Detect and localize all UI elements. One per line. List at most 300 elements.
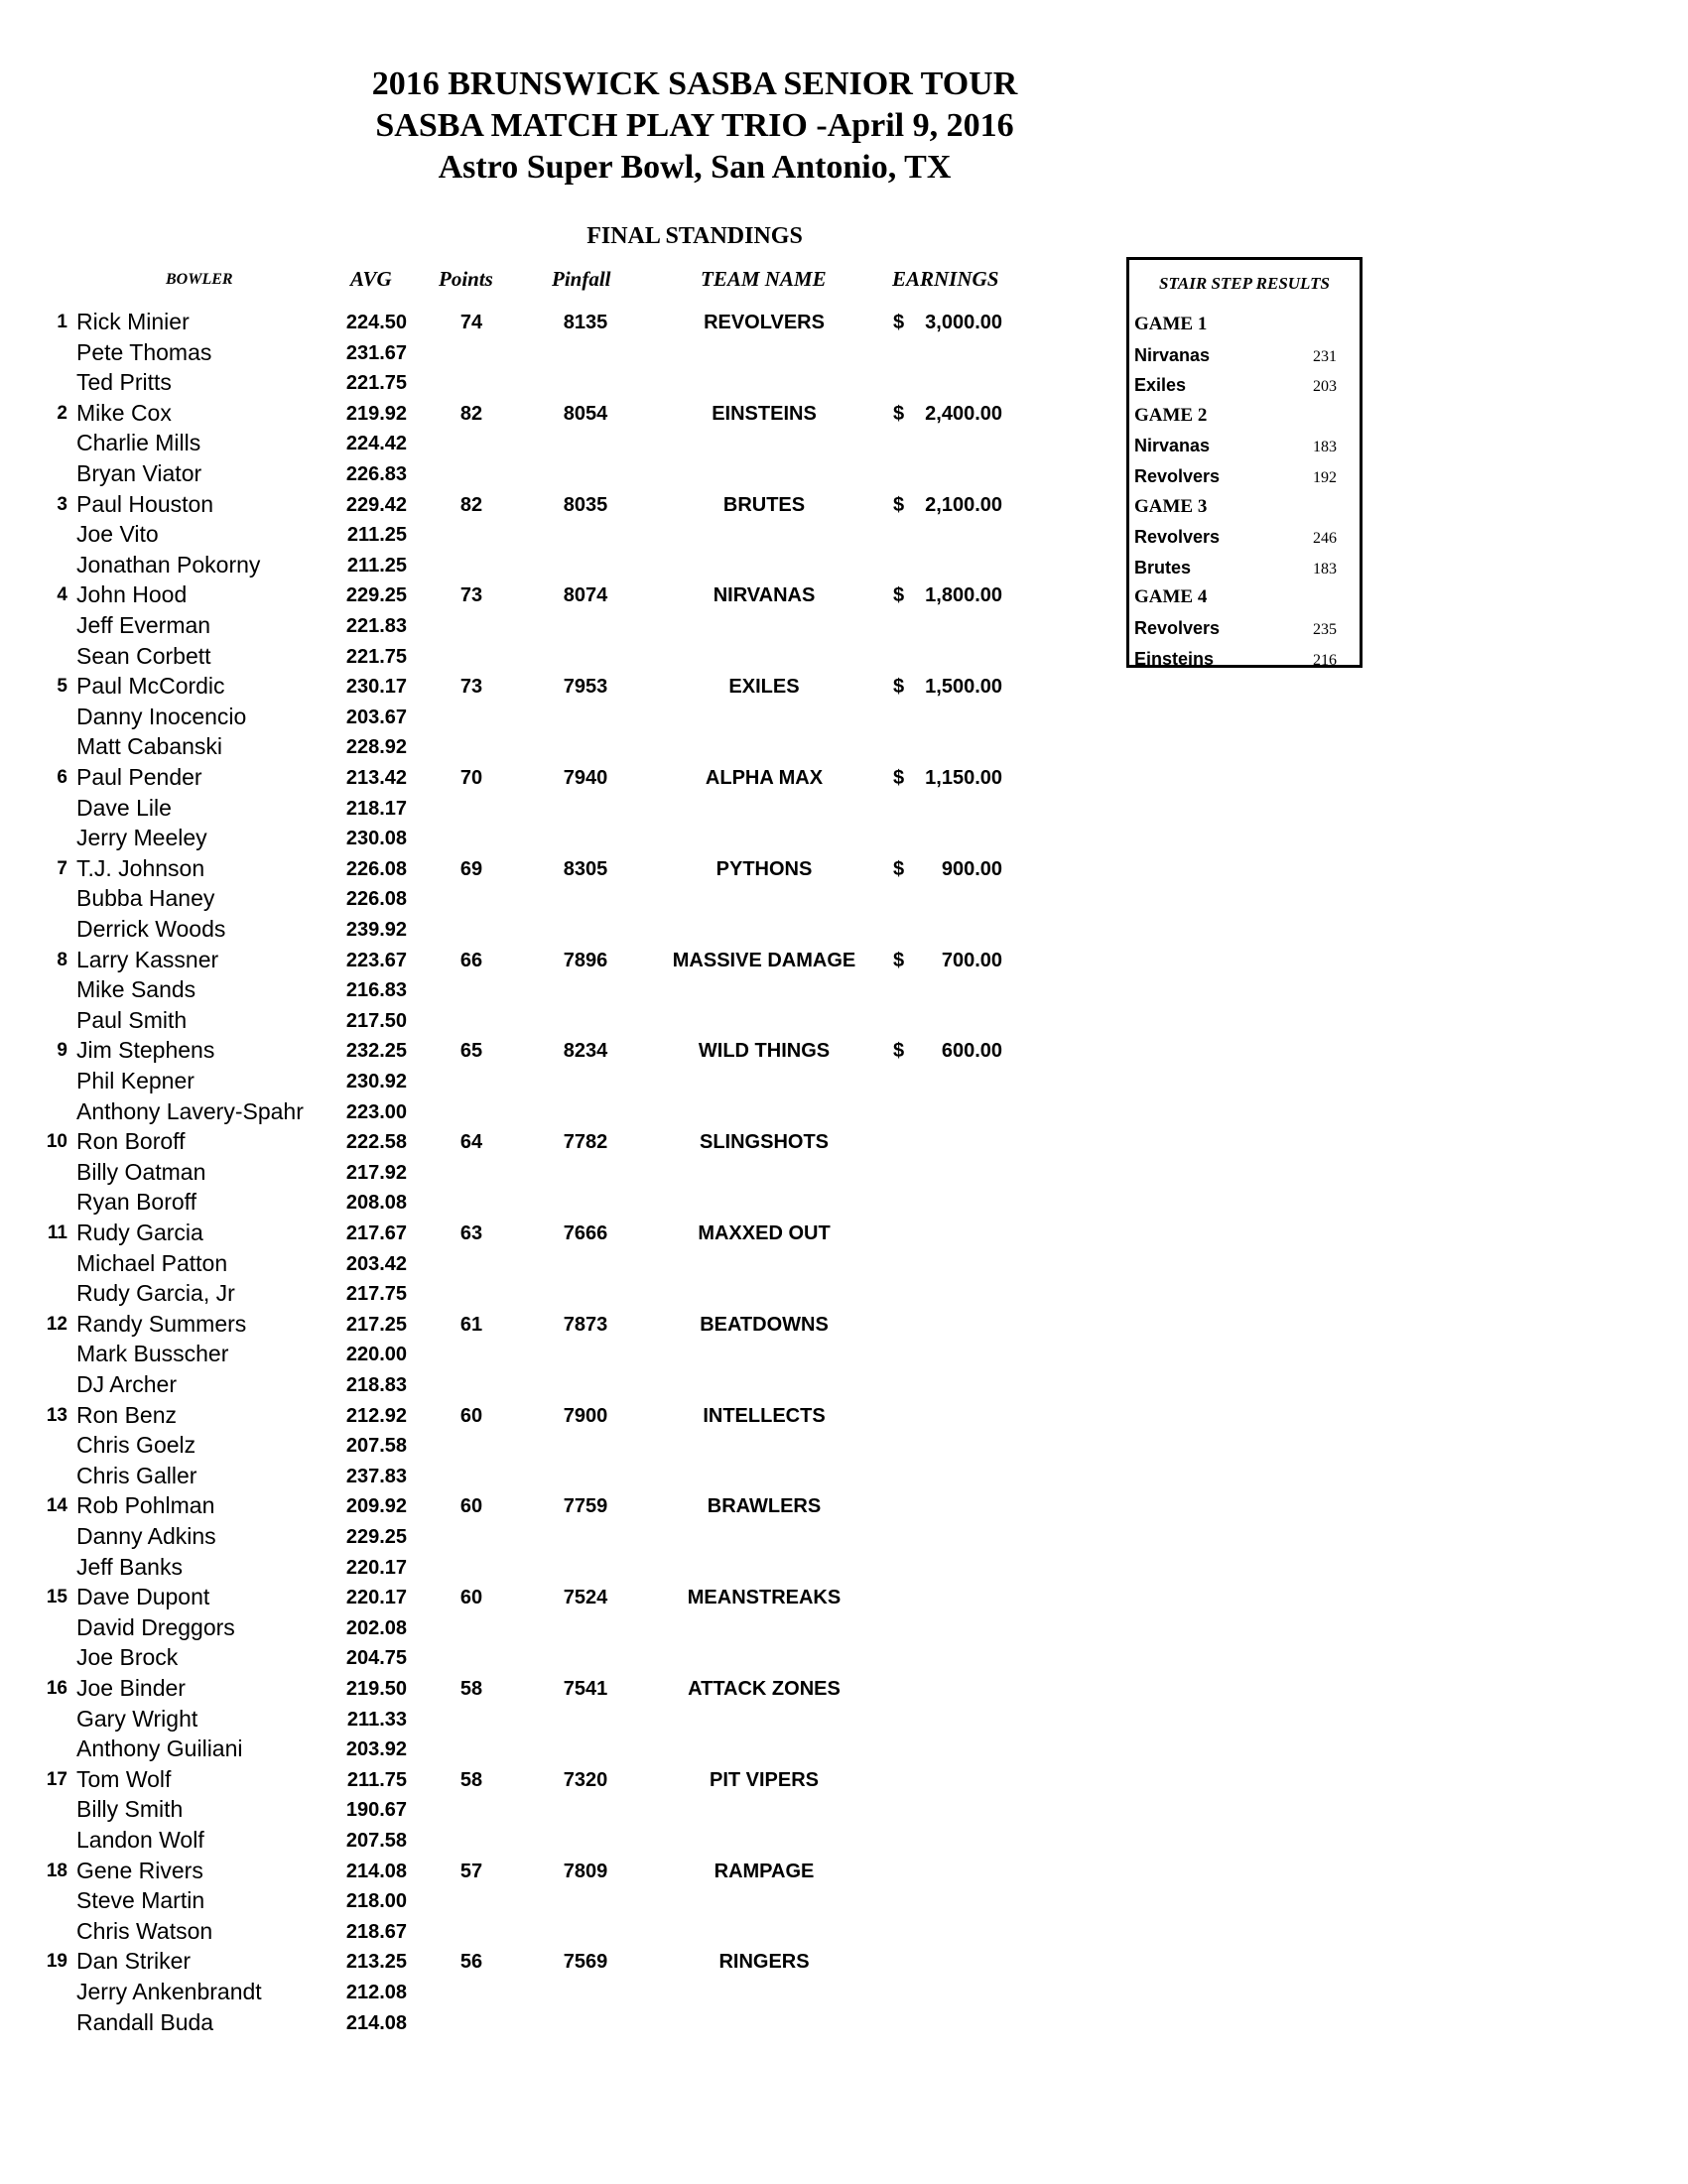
bowler-row bbox=[0, 731, 1092, 762]
bowler-row bbox=[0, 1825, 1092, 1856]
team-earnings: 2,400.00 bbox=[925, 402, 1002, 425]
team-pinfall: 7809 bbox=[563, 1860, 608, 1882]
bowler-avg: 229.25 bbox=[345, 1526, 407, 1548]
bowler-row bbox=[0, 793, 1092, 824]
team-pinfall: 7940 bbox=[563, 767, 608, 789]
bowler-name: Pete Thomas bbox=[76, 338, 212, 365]
bowler-row bbox=[0, 1005, 1092, 1036]
bowler-row bbox=[0, 641, 1092, 672]
bowler-row bbox=[0, 2007, 1092, 2038]
stair-result-row bbox=[1134, 370, 1355, 401]
bowler-name: Ryan Boroff bbox=[76, 1189, 197, 1216]
bowler-name: DJ Archer bbox=[76, 1371, 177, 1397]
bowler-avg: 226.08 bbox=[345, 857, 407, 880]
rank: 18 bbox=[46, 1860, 67, 1881]
dollar-sign: $ bbox=[893, 584, 905, 607]
stair-team: Nirvanas bbox=[1134, 436, 1211, 456]
bowler-name: Anthony Guiliani bbox=[76, 1735, 243, 1762]
team-name: NIRVANAS bbox=[713, 584, 816, 607]
bowler-avg: 218.67 bbox=[345, 1920, 407, 1943]
stair-game-label: GAME 1 bbox=[1134, 314, 1208, 334]
team-pinfall: 7896 bbox=[563, 949, 608, 971]
team-pinfall: 8054 bbox=[563, 402, 608, 425]
bowler-avg: 207.58 bbox=[345, 1435, 407, 1458]
bowler-row bbox=[0, 1552, 1092, 1583]
team-earnings: 1,500.00 bbox=[925, 676, 1002, 699]
dollar-sign: $ bbox=[893, 493, 905, 516]
bowler-name: Gene Rivers bbox=[76, 1857, 203, 1883]
bowler-avg: 230.92 bbox=[345, 1071, 407, 1092]
team-name: WILD THINGS bbox=[698, 1040, 831, 1063]
dollar-sign: $ bbox=[893, 402, 905, 425]
team-points: 63 bbox=[459, 1222, 483, 1244]
bowler-name: Rick Minier bbox=[76, 309, 190, 334]
bowler-name: Jeff Banks bbox=[76, 1553, 183, 1580]
bowler-avg: 216.83 bbox=[345, 979, 407, 1002]
rank: 4 bbox=[57, 584, 67, 606]
stair-score: 203 bbox=[1313, 378, 1337, 396]
bowler-avg: 213.25 bbox=[345, 1951, 407, 1974]
bowler-name: Paul McCordic bbox=[76, 673, 225, 700]
bowler-name: Billy Oatman bbox=[76, 1158, 206, 1185]
rank: 16 bbox=[46, 1678, 67, 1699]
dollar-sign: $ bbox=[893, 1040, 905, 1063]
bowler-name: Bryan Viator bbox=[76, 460, 202, 486]
bowler-row bbox=[0, 1642, 1092, 1673]
team-pinfall: 7569 bbox=[563, 1951, 608, 1974]
team-pinfall: 7524 bbox=[563, 1587, 608, 1609]
dollar-sign: $ bbox=[893, 676, 905, 699]
bowler-name: Jonathan Pokorny bbox=[76, 551, 261, 578]
rank: 2 bbox=[57, 402, 67, 424]
bowler-avg: 213.42 bbox=[345, 767, 407, 789]
bowler-name: Michael Patton bbox=[76, 1249, 228, 1276]
team-pinfall: 7666 bbox=[563, 1222, 608, 1244]
team-name: BEATDOWNS bbox=[700, 1313, 829, 1336]
bowler-avg: 232.25 bbox=[345, 1040, 407, 1063]
team-points: 70 bbox=[459, 767, 483, 789]
bowler-name: Mike Cox bbox=[76, 399, 172, 426]
team-row bbox=[0, 762, 1092, 793]
bowler-name: Paul Houston bbox=[76, 490, 214, 517]
team-row bbox=[0, 1490, 1092, 1521]
stair-step-box bbox=[1126, 257, 1363, 668]
bowler-avg: 226.08 bbox=[345, 888, 407, 911]
column-header-team-name: TEAM NAME bbox=[701, 267, 827, 291]
bowler-row bbox=[0, 1430, 1092, 1461]
team-name: MEANSTREAKS bbox=[687, 1587, 842, 1609]
title-line-3: Astro Super Bowl, San Antonio, TX bbox=[438, 149, 952, 186]
bowler-row bbox=[0, 1977, 1092, 2007]
stair-result-row bbox=[1134, 340, 1355, 371]
stair-game-row bbox=[1134, 582, 1355, 613]
rank: 10 bbox=[46, 1131, 67, 1153]
bowler-name: Jeff Everman bbox=[76, 612, 211, 638]
team-name: SLINGSHOTS bbox=[699, 1131, 829, 1154]
bowler-avg: 207.58 bbox=[345, 1830, 407, 1852]
bowler-name: Chris Goelz bbox=[76, 1432, 196, 1459]
bowler-avg: 220.17 bbox=[345, 1556, 407, 1579]
stair-team: Revolvers bbox=[1134, 527, 1221, 548]
team-earnings: 3,000.00 bbox=[925, 312, 1002, 333]
bowler-name: Danny Inocencio bbox=[76, 703, 247, 729]
stair-result-row bbox=[1134, 522, 1355, 553]
team-row bbox=[0, 1218, 1092, 1248]
bowler-avg: 209.92 bbox=[345, 1495, 407, 1518]
team-earnings: 2,100.00 bbox=[925, 493, 1002, 516]
bowler-row bbox=[0, 883, 1092, 914]
team-name: REVOLVERS bbox=[704, 312, 825, 333]
bowler-avg: 211.25 bbox=[346, 524, 407, 547]
bowler-avg: 211.25 bbox=[346, 554, 407, 577]
bowler-row bbox=[0, 702, 1092, 732]
bowler-name: Ron Boroff bbox=[76, 1128, 186, 1155]
bowler-avg: 221.75 bbox=[345, 372, 407, 395]
stair-score: 183 bbox=[1313, 439, 1337, 456]
team-name: MAXXED OUT bbox=[698, 1222, 831, 1244]
bowler-avg: 223.67 bbox=[345, 949, 407, 971]
stair-game-label: GAME 4 bbox=[1134, 586, 1208, 608]
column-header-pinfall: Pinfall bbox=[552, 267, 611, 291]
team-row bbox=[0, 1673, 1092, 1704]
bowler-name: Steve Martin bbox=[76, 1887, 205, 1914]
team-points: 66 bbox=[459, 949, 483, 971]
team-name: EXILES bbox=[728, 676, 800, 699]
team-earnings: 900.00 bbox=[941, 857, 1002, 880]
rank: 13 bbox=[46, 1404, 67, 1426]
team-points: 60 bbox=[459, 1404, 483, 1427]
bowler-name: Jerry Meeley bbox=[76, 825, 207, 851]
bowler-avg: 221.83 bbox=[345, 615, 407, 637]
bowler-name: Rudy Garcia bbox=[76, 1220, 203, 1245]
bowler-avg: 230.08 bbox=[345, 828, 407, 850]
title-line-2: SASBA MATCH PLAY TRIO -April 9, 2016 bbox=[375, 107, 1014, 144]
column-header-bowler: BOWLER bbox=[166, 271, 233, 288]
team-points: 73 bbox=[459, 676, 483, 699]
bowler-row bbox=[0, 1278, 1092, 1309]
team-row bbox=[0, 853, 1092, 884]
bowler-name: Phil Kepner bbox=[76, 1068, 195, 1093]
bowler-avg: 221.75 bbox=[345, 645, 407, 668]
bowler-name: Dave Dupont bbox=[76, 1584, 210, 1610]
bowler-avg: 222.58 bbox=[345, 1131, 407, 1154]
rank: 19 bbox=[46, 1951, 67, 1973]
bowler-name: Charlie Mills bbox=[76, 430, 201, 456]
bowler-name: Danny Adkins bbox=[76, 1523, 216, 1549]
team-points: 65 bbox=[459, 1040, 483, 1063]
bowler-avg: 224.42 bbox=[345, 433, 407, 455]
team-name: BRUTES bbox=[722, 493, 806, 516]
bowler-avg: 219.92 bbox=[345, 402, 407, 425]
team-row bbox=[0, 1400, 1092, 1431]
bowler-avg: 190.67 bbox=[345, 1799, 407, 1822]
team-row bbox=[0, 579, 1092, 610]
column-header-avg: AVG bbox=[350, 267, 392, 291]
bowler-avg: 218.00 bbox=[345, 1890, 407, 1913]
team-points: 58 bbox=[459, 1678, 483, 1700]
bowler-row bbox=[0, 1916, 1092, 1947]
bowler-avg: 229.42 bbox=[345, 493, 407, 516]
team-name: MASSIVE DAMAGE bbox=[672, 949, 856, 971]
bowler-avg: 218.83 bbox=[345, 1374, 407, 1396]
stair-team: Exiles bbox=[1134, 375, 1187, 396]
bowler-avg: 229.25 bbox=[345, 584, 407, 607]
bowler-name: Jim Stephens bbox=[76, 1037, 215, 1064]
stair-result-row bbox=[1134, 613, 1355, 644]
bowler-avg: 212.92 bbox=[345, 1404, 407, 1427]
bowler-avg: 204.75 bbox=[345, 1647, 407, 1670]
bowler-avg: 212.08 bbox=[345, 1982, 407, 2003]
team-points: 82 bbox=[459, 493, 483, 516]
team-points: 73 bbox=[459, 584, 483, 607]
bowler-row bbox=[0, 1461, 1092, 1491]
stair-game-row bbox=[1134, 401, 1355, 432]
bowler-name: Mark Busscher bbox=[76, 1341, 229, 1367]
bowler-row bbox=[0, 1734, 1092, 1764]
bowler-row bbox=[0, 1248, 1092, 1279]
team-pinfall: 8035 bbox=[563, 493, 608, 516]
bowler-avg: 214.08 bbox=[345, 1860, 407, 1882]
bowler-name: Joe Binder bbox=[76, 1675, 186, 1701]
stair-game-row bbox=[1134, 492, 1355, 523]
stair-game-label: GAME 3 bbox=[1134, 495, 1208, 517]
stair-score: 216 bbox=[1313, 651, 1337, 669]
rank: 12 bbox=[46, 1313, 67, 1335]
bowler-avg: 217.92 bbox=[345, 1161, 407, 1184]
bowler-name: Randy Summers bbox=[76, 1310, 247, 1337]
bowler-name: T.J. Johnson bbox=[76, 854, 205, 881]
bowler-row bbox=[0, 1612, 1092, 1643]
bowler-row bbox=[0, 337, 1092, 368]
stair-team: Revolvers bbox=[1134, 618, 1221, 638]
bowler-name: Jerry Ankenbrandt bbox=[76, 1979, 262, 2004]
bowler-row bbox=[0, 550, 1092, 580]
bowler-avg: 217.25 bbox=[345, 1313, 407, 1336]
dollar-sign: $ bbox=[893, 949, 905, 971]
bowler-row bbox=[0, 1339, 1092, 1369]
team-points: 58 bbox=[459, 1768, 483, 1791]
team-earnings: 1,800.00 bbox=[925, 584, 1002, 607]
bowler-name: Chris Galler bbox=[76, 1462, 197, 1488]
bowler-name: Dave Lile bbox=[76, 794, 172, 821]
team-row bbox=[0, 1764, 1092, 1795]
stair-team: Einsteins bbox=[1134, 648, 1215, 669]
stair-score: 192 bbox=[1313, 469, 1337, 486]
bowler-row bbox=[0, 458, 1092, 489]
team-points: 60 bbox=[459, 1495, 483, 1518]
team-name: BRAWLERS bbox=[707, 1495, 822, 1518]
team-row bbox=[0, 1582, 1092, 1612]
bowler-avg: 239.92 bbox=[345, 919, 407, 941]
bowler-name: Rob Pohlman bbox=[76, 1492, 215, 1519]
team-earnings: 600.00 bbox=[941, 1040, 1002, 1063]
team-name: PIT VIPERS bbox=[709, 1768, 820, 1791]
bowler-name: Ted Pritts bbox=[76, 369, 172, 396]
bowler-name: Anthony Lavery-Spahr bbox=[76, 1097, 304, 1124]
bowler-row bbox=[0, 1187, 1092, 1218]
bowler-name: Paul Smith bbox=[76, 1006, 188, 1033]
team-pinfall: 8074 bbox=[563, 584, 608, 607]
bowler-name: Matt Cabanski bbox=[76, 733, 223, 760]
team-name: RAMPAGE bbox=[714, 1860, 815, 1882]
bowler-name: Joe Brock bbox=[76, 1644, 179, 1671]
stair-team: Revolvers bbox=[1134, 466, 1221, 486]
rank: 8 bbox=[57, 949, 67, 970]
bowler-row bbox=[0, 914, 1092, 945]
bowler-avg: 217.67 bbox=[345, 1222, 407, 1244]
team-pinfall: 8305 bbox=[563, 857, 608, 880]
team-row bbox=[0, 1946, 1092, 1977]
section-title: FINAL STANDINGS bbox=[586, 223, 803, 249]
bowler-row bbox=[0, 823, 1092, 853]
bowler-row bbox=[0, 1369, 1092, 1400]
team-row bbox=[0, 1856, 1092, 1886]
team-name: EINSTEINS bbox=[712, 402, 817, 425]
team-row bbox=[0, 671, 1092, 702]
team-name: INTELLECTS bbox=[703, 1404, 826, 1427]
bowler-name: Derrick Woods bbox=[76, 916, 226, 942]
bowler-name: Bubba Haney bbox=[76, 885, 215, 912]
team-row bbox=[0, 945, 1092, 975]
rank: 1 bbox=[57, 312, 67, 332]
team-row bbox=[0, 489, 1092, 520]
stair-result-row bbox=[1134, 553, 1355, 583]
stair-result-row bbox=[1134, 644, 1355, 675]
bowler-name: Joe Vito bbox=[76, 521, 159, 548]
stair-step-title: STAIR STEP RESULTS bbox=[1159, 274, 1330, 293]
bowler-avg: 224.50 bbox=[345, 312, 407, 333]
stair-team: Brutes bbox=[1134, 557, 1192, 578]
bowler-name: Randall Buda bbox=[76, 2008, 214, 2035]
bowler-row bbox=[0, 367, 1092, 398]
stair-score: 246 bbox=[1313, 530, 1337, 548]
stair-score: 235 bbox=[1313, 621, 1337, 638]
bowler-row bbox=[0, 519, 1092, 550]
bowler-row bbox=[0, 1157, 1092, 1188]
bowler-name: David Dreggors bbox=[76, 1613, 235, 1640]
bowler-row bbox=[0, 1521, 1092, 1552]
team-points: 74 bbox=[459, 312, 483, 333]
stair-game-row bbox=[1134, 310, 1355, 340]
stair-team: Nirvanas bbox=[1134, 344, 1211, 365]
team-points: 56 bbox=[459, 1951, 483, 1974]
bowler-row bbox=[0, 1885, 1092, 1916]
bowler-avg: 220.00 bbox=[345, 1344, 407, 1366]
bowler-name: Tom Wolf bbox=[76, 1765, 172, 1792]
bowler-avg: 217.50 bbox=[345, 1009, 407, 1032]
rank: 17 bbox=[46, 1768, 67, 1790]
rank: 14 bbox=[46, 1495, 67, 1517]
team-row bbox=[0, 398, 1092, 429]
rank: 6 bbox=[57, 767, 67, 788]
bowler-avg: 223.00 bbox=[345, 1100, 407, 1123]
rank: 11 bbox=[47, 1222, 67, 1243]
dollar-sign: $ bbox=[893, 767, 905, 789]
stair-score: 231 bbox=[1313, 347, 1337, 365]
team-name: PYTHONS bbox=[715, 857, 813, 880]
team-pinfall: 7873 bbox=[563, 1313, 608, 1336]
rank: 7 bbox=[57, 857, 67, 879]
team-pinfall: 7782 bbox=[563, 1131, 608, 1154]
bowler-avg: 203.92 bbox=[345, 1738, 407, 1761]
team-points: 82 bbox=[459, 402, 483, 425]
dollar-sign: $ bbox=[893, 312, 905, 333]
bowler-name: Chris Watson bbox=[76, 1917, 213, 1944]
bowler-row bbox=[0, 1794, 1092, 1825]
team-pinfall: 8135 bbox=[563, 312, 608, 333]
team-points: 57 bbox=[459, 1860, 483, 1882]
bowler-avg: 217.75 bbox=[345, 1283, 407, 1306]
bowler-name: Larry Kassner bbox=[76, 946, 219, 972]
team-points: 61 bbox=[459, 1313, 483, 1336]
team-pinfall: 7900 bbox=[563, 1404, 608, 1427]
bowler-avg: 226.83 bbox=[345, 463, 407, 485]
dollar-sign: $ bbox=[893, 857, 905, 880]
bowler-avg: 218.17 bbox=[345, 797, 407, 820]
bowler-avg: 208.08 bbox=[345, 1192, 407, 1215]
bowler-name: Ron Benz bbox=[76, 1401, 178, 1428]
team-points: 69 bbox=[459, 857, 483, 880]
bowler-name: Paul Pender bbox=[76, 764, 202, 790]
rank: 15 bbox=[46, 1587, 67, 1608]
bowler-name: John Hood bbox=[76, 581, 188, 608]
bowler-avg: 237.83 bbox=[345, 1465, 407, 1487]
column-header-earnings: EARNINGS bbox=[892, 267, 999, 291]
bowler-avg: 228.92 bbox=[345, 736, 407, 759]
team-row bbox=[0, 1309, 1092, 1340]
team-name: ALPHA MAX bbox=[705, 767, 824, 789]
team-pinfall: 8234 bbox=[563, 1040, 608, 1063]
bowler-avg: 203.42 bbox=[345, 1252, 407, 1275]
bowler-row bbox=[0, 974, 1092, 1005]
team-earnings: 700.00 bbox=[941, 949, 1002, 971]
bowler-avg: 220.17 bbox=[345, 1587, 407, 1609]
team-name: RINGERS bbox=[718, 1951, 810, 1974]
bowler-avg: 211.75 bbox=[346, 1768, 407, 1791]
rank: 3 bbox=[57, 493, 67, 515]
bowler-row bbox=[0, 1704, 1092, 1734]
team-pinfall: 7953 bbox=[563, 676, 608, 699]
bowler-row bbox=[0, 610, 1092, 641]
bowler-name: Gary Wright bbox=[76, 1705, 198, 1732]
stair-result-row bbox=[1134, 431, 1355, 461]
bowler-avg: 231.67 bbox=[345, 341, 407, 364]
team-row bbox=[0, 307, 1092, 337]
bowler-row bbox=[0, 1066, 1092, 1096]
bowler-avg: 211.33 bbox=[346, 1708, 407, 1731]
bowler-avg: 219.50 bbox=[345, 1678, 407, 1700]
bowler-avg: 230.17 bbox=[345, 676, 407, 699]
bowler-name: Rudy Garcia, Jr bbox=[76, 1280, 235, 1307]
stair-result-row bbox=[1134, 461, 1355, 492]
team-pinfall: 7541 bbox=[563, 1678, 608, 1700]
bowler-row bbox=[0, 428, 1092, 458]
bowler-avg: 214.08 bbox=[345, 2011, 407, 2034]
bowler-name: Landon Wolf bbox=[76, 1827, 204, 1853]
bowler-name: Dan Striker bbox=[76, 1948, 192, 1975]
team-pinfall: 7759 bbox=[563, 1495, 608, 1518]
rank: 5 bbox=[57, 676, 67, 698]
stair-score: 183 bbox=[1313, 560, 1337, 578]
team-earnings: 1,150.00 bbox=[925, 767, 1002, 789]
team-row bbox=[0, 1035, 1092, 1066]
bowler-name: Sean Corbett bbox=[76, 642, 211, 669]
team-row bbox=[0, 1126, 1092, 1157]
team-points: 60 bbox=[459, 1587, 483, 1609]
title-line-1: 2016 BRUNSWICK SASBA SENIOR TOUR bbox=[371, 65, 1018, 102]
bowler-name: Billy Smith bbox=[76, 1796, 184, 1823]
rank: 9 bbox=[57, 1040, 67, 1062]
